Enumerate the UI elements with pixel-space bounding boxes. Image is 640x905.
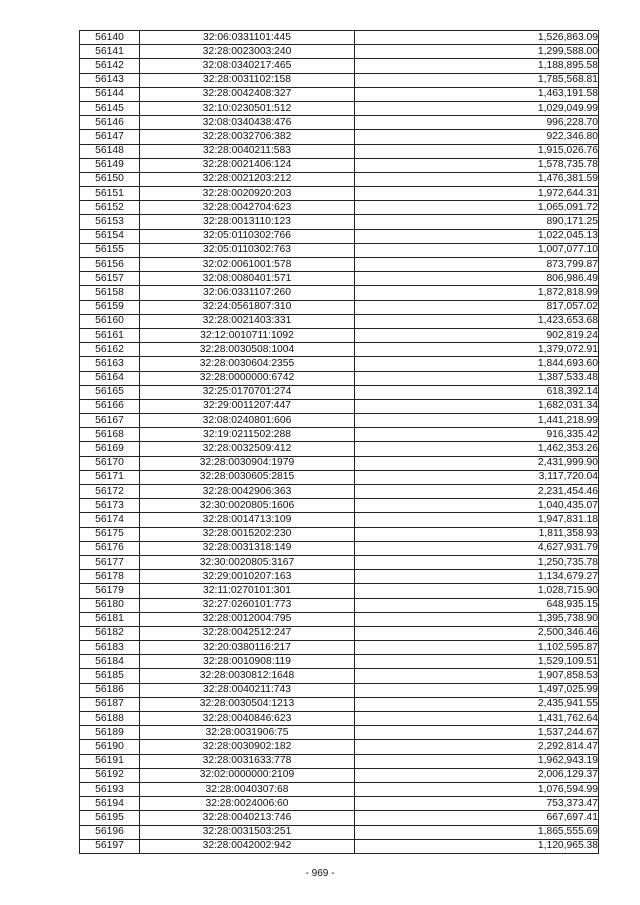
row-number: 56183 bbox=[80, 641, 140, 655]
table-row bbox=[80, 754, 599, 768]
row-number: 56176 bbox=[80, 541, 140, 555]
row-number: 56195 bbox=[80, 811, 140, 825]
amount-value: 806,986.49 bbox=[355, 272, 599, 286]
amount-value: 667,697.41 bbox=[355, 811, 599, 825]
row-number: 56173 bbox=[80, 499, 140, 513]
table-row bbox=[80, 839, 599, 853]
amount-value: 1,379,072.91 bbox=[355, 343, 599, 357]
row-number: 56188 bbox=[80, 712, 140, 726]
cadastral-number: 32:28:0042704:623 bbox=[140, 201, 355, 215]
amount-value: 2,006,129.37 bbox=[355, 768, 599, 782]
table-row bbox=[80, 172, 599, 186]
amount-value: 1,785,568.81 bbox=[355, 73, 599, 87]
row-number: 56178 bbox=[80, 570, 140, 584]
cadastral-number: 32:02:0000000:2109 bbox=[140, 768, 355, 782]
amount-value: 1,463,191.58 bbox=[355, 87, 599, 101]
cadastral-number: 32:08:0080401:571 bbox=[140, 272, 355, 286]
row-number: 56144 bbox=[80, 87, 140, 101]
table-row bbox=[80, 527, 599, 541]
amount-value: 1,134,679.27 bbox=[355, 570, 599, 584]
table-row bbox=[80, 201, 599, 215]
table-row bbox=[80, 442, 599, 456]
row-number: 56169 bbox=[80, 442, 140, 456]
row-number: 56162 bbox=[80, 343, 140, 357]
table-row bbox=[80, 258, 599, 272]
table-row bbox=[80, 811, 599, 825]
amount-value: 1,578,735.78 bbox=[355, 158, 599, 172]
amount-value: 1,387,533.48 bbox=[355, 371, 599, 385]
cadastral-number: 32:28:0042002:942 bbox=[140, 839, 355, 853]
amount-value: 1,029,049.99 bbox=[355, 101, 599, 115]
row-number: 56168 bbox=[80, 428, 140, 442]
amount-value: 4,627,931.79 bbox=[355, 541, 599, 555]
row-number: 56146 bbox=[80, 116, 140, 130]
row-number: 56196 bbox=[80, 825, 140, 839]
row-number: 56175 bbox=[80, 527, 140, 541]
table-row bbox=[80, 314, 599, 328]
row-number: 56182 bbox=[80, 626, 140, 640]
amount-value: 1,007,077.10 bbox=[355, 243, 599, 257]
table-row bbox=[80, 87, 599, 101]
row-number: 56141 bbox=[80, 45, 140, 59]
amount-value: 1,811,358.93 bbox=[355, 527, 599, 541]
row-number: 56150 bbox=[80, 172, 140, 186]
amount-value: 2,292,814.47 bbox=[355, 740, 599, 754]
amount-value: 1,102,595.87 bbox=[355, 641, 599, 655]
cadastral-number: 32:28:0030904:1979 bbox=[140, 456, 355, 470]
amount-value: 1,915,026.76 bbox=[355, 144, 599, 158]
amount-value: 873,799.87 bbox=[355, 258, 599, 272]
amount-value: 1,040,435.07 bbox=[355, 499, 599, 513]
cadastral-number: 32:28:0014713:109 bbox=[140, 513, 355, 527]
table-row bbox=[80, 371, 599, 385]
cadastral-number: 32:28:0030605:2815 bbox=[140, 470, 355, 484]
table-row bbox=[80, 215, 599, 229]
cadastral-number: 32:28:0010908:119 bbox=[140, 655, 355, 669]
cadastral-number: 32:28:0040846:623 bbox=[140, 712, 355, 726]
amount-value: 1,076,594.99 bbox=[355, 782, 599, 796]
cadastral-number: 32:28:0012004:795 bbox=[140, 612, 355, 626]
amount-value: 1,395,738.90 bbox=[355, 612, 599, 626]
page-number: - 969 - bbox=[305, 868, 335, 879]
row-number: 56147 bbox=[80, 130, 140, 144]
table-row bbox=[80, 357, 599, 371]
amount-value: 618,392.14 bbox=[355, 385, 599, 399]
row-number: 56143 bbox=[80, 73, 140, 87]
cadastral-number: 32:24:0561807:310 bbox=[140, 300, 355, 314]
amount-value: 1,844,693.60 bbox=[355, 357, 599, 371]
cadastral-number: 32:08:0340438:476 bbox=[140, 116, 355, 130]
cadastral-number: 32:28:0021406:124 bbox=[140, 158, 355, 172]
table-row bbox=[80, 328, 599, 342]
cadastral-number: 32:10:0230501:512 bbox=[140, 101, 355, 115]
table-row bbox=[80, 555, 599, 569]
amount-value: 2,231,454.46 bbox=[355, 485, 599, 499]
table-row bbox=[80, 513, 599, 527]
row-number: 56189 bbox=[80, 726, 140, 740]
cadastral-number: 32:11:0270101:301 bbox=[140, 584, 355, 598]
table-row bbox=[80, 655, 599, 669]
cadastral-number: 32:28:0024006:60 bbox=[140, 797, 355, 811]
amount-value: 1,120,965.38 bbox=[355, 839, 599, 853]
table-row bbox=[80, 485, 599, 499]
cadastral-number: 32:08:0340217:465 bbox=[140, 59, 355, 73]
amount-value: 1,476,381.59 bbox=[355, 172, 599, 186]
table-row bbox=[80, 31, 599, 45]
row-number: 56160 bbox=[80, 314, 140, 328]
row-number: 56193 bbox=[80, 782, 140, 796]
amount-value: 1,441,218.99 bbox=[355, 414, 599, 428]
amount-value: 1,907,858.53 bbox=[355, 669, 599, 683]
row-number: 56171 bbox=[80, 470, 140, 484]
cadastral-number: 32:28:0042906:363 bbox=[140, 485, 355, 499]
table-row bbox=[80, 59, 599, 73]
table-row bbox=[80, 286, 599, 300]
row-number: 56186 bbox=[80, 683, 140, 697]
row-number: 56191 bbox=[80, 754, 140, 768]
cadastral-number: 32:28:0031906:75 bbox=[140, 726, 355, 740]
row-number: 56179 bbox=[80, 584, 140, 598]
cadastral-number: 32:19:0211502:288 bbox=[140, 428, 355, 442]
cadastral-number: 32:28:0020920:203 bbox=[140, 187, 355, 201]
table-row bbox=[80, 641, 599, 655]
cadastral-number: 32:28:0031503:251 bbox=[140, 825, 355, 839]
amount-value: 916,335.42 bbox=[355, 428, 599, 442]
row-number: 56155 bbox=[80, 243, 140, 257]
amount-value: 922,346.80 bbox=[355, 130, 599, 144]
row-number: 56145 bbox=[80, 101, 140, 115]
table-row bbox=[80, 144, 599, 158]
table-row bbox=[80, 825, 599, 839]
table-row bbox=[80, 712, 599, 726]
amount-value: 996,228.70 bbox=[355, 116, 599, 130]
cadastral-number: 32:28:0040307:68 bbox=[140, 782, 355, 796]
row-number: 56152 bbox=[80, 201, 140, 215]
amount-value: 1,947,831.18 bbox=[355, 513, 599, 527]
cadastral-number: 32:28:0040211:583 bbox=[140, 144, 355, 158]
cadastral-number: 32:30:0020805:1606 bbox=[140, 499, 355, 513]
amount-value: 1,872,818.99 bbox=[355, 286, 599, 300]
cadastral-number: 32:28:0021403:331 bbox=[140, 314, 355, 328]
amount-value: 1,028,715.90 bbox=[355, 584, 599, 598]
amount-value: 1,962,943.19 bbox=[355, 754, 599, 768]
cadastral-number: 32:28:0040213:746 bbox=[140, 811, 355, 825]
table-row bbox=[80, 768, 599, 782]
cadastral-number: 32:28:0021203:212 bbox=[140, 172, 355, 186]
table-row bbox=[80, 740, 599, 754]
amount-value: 1,250,735.78 bbox=[355, 555, 599, 569]
table-row bbox=[80, 101, 599, 115]
cadastral-number: 32:28:0030604:2355 bbox=[140, 357, 355, 371]
table-row bbox=[80, 584, 599, 598]
row-number: 56161 bbox=[80, 328, 140, 342]
table-row bbox=[80, 669, 599, 683]
row-number: 56190 bbox=[80, 740, 140, 754]
cadastral-number: 32:28:0030504:1213 bbox=[140, 697, 355, 711]
row-number: 56165 bbox=[80, 385, 140, 399]
table-row bbox=[80, 626, 599, 640]
row-number: 56180 bbox=[80, 598, 140, 612]
cadastral-number: 32:12:0010711:1092 bbox=[140, 328, 355, 342]
table-row bbox=[80, 343, 599, 357]
row-number: 56177 bbox=[80, 555, 140, 569]
table-row bbox=[80, 428, 599, 442]
row-number: 56154 bbox=[80, 229, 140, 243]
amount-value: 2,431,999.90 bbox=[355, 456, 599, 470]
row-number: 56164 bbox=[80, 371, 140, 385]
cadastral-number: 32:06:0331107:260 bbox=[140, 286, 355, 300]
amount-value: 1,423,653.68 bbox=[355, 314, 599, 328]
row-number: 56156 bbox=[80, 258, 140, 272]
amount-value: 1,865,555.69 bbox=[355, 825, 599, 839]
cadastral-number: 32:05:0110302:766 bbox=[140, 229, 355, 243]
cadastral-number: 32:28:0030508:1004 bbox=[140, 343, 355, 357]
cadastral-number: 32:28:0015202:230 bbox=[140, 527, 355, 541]
cadastral-number: 32:28:0023003:240 bbox=[140, 45, 355, 59]
cadastral-number: 32:28:0042512:247 bbox=[140, 626, 355, 640]
cadastral-number: 32:28:0030902:182 bbox=[140, 740, 355, 754]
amount-value: 1,188,895.58 bbox=[355, 59, 599, 73]
row-number: 56184 bbox=[80, 655, 140, 669]
table-row bbox=[80, 229, 599, 243]
table-row bbox=[80, 683, 599, 697]
cadastral-number: 32:28:0000000:6742 bbox=[140, 371, 355, 385]
amount-value: 1,462,353.26 bbox=[355, 442, 599, 456]
amount-value: 1,537,244.67 bbox=[355, 726, 599, 740]
table-row bbox=[80, 414, 599, 428]
table-row bbox=[80, 272, 599, 286]
cadastral-number: 32:20:0380116:217 bbox=[140, 641, 355, 655]
table-row bbox=[80, 399, 599, 413]
amount-value: 2,500,346.46 bbox=[355, 626, 599, 640]
table-row bbox=[80, 499, 599, 513]
amount-value: 1,431,762.64 bbox=[355, 712, 599, 726]
cadastral-number: 32:28:0031318:149 bbox=[140, 541, 355, 555]
amount-value: 1,526,863.09 bbox=[355, 31, 599, 45]
cadastral-number: 32:25:0170701:274 bbox=[140, 385, 355, 399]
row-number: 56174 bbox=[80, 513, 140, 527]
row-number: 56140 bbox=[80, 31, 140, 45]
cadastral-number: 32:28:0031102:158 bbox=[140, 73, 355, 87]
table-row bbox=[80, 116, 599, 130]
amount-value: 1,299,588.00 bbox=[355, 45, 599, 59]
table-row bbox=[80, 541, 599, 555]
cadastral-number: 32:30:0020805:3167 bbox=[140, 555, 355, 569]
table-row bbox=[80, 456, 599, 470]
amount-value: 1,682,031.34 bbox=[355, 399, 599, 413]
row-number: 56197 bbox=[80, 839, 140, 853]
row-number: 56142 bbox=[80, 59, 140, 73]
amount-value: 1,529,109.51 bbox=[355, 655, 599, 669]
row-number: 56166 bbox=[80, 399, 140, 413]
cadastral-number: 32:28:0031633:778 bbox=[140, 754, 355, 768]
table-row bbox=[80, 45, 599, 59]
table-row bbox=[80, 612, 599, 626]
amount-value: 1,972,644.31 bbox=[355, 187, 599, 201]
cadastral-number: 32:28:0030812:1648 bbox=[140, 669, 355, 683]
amount-value: 753,373.47 bbox=[355, 797, 599, 811]
amount-value: 890,171.25 bbox=[355, 215, 599, 229]
table-row bbox=[80, 130, 599, 144]
row-number: 56159 bbox=[80, 300, 140, 314]
row-number: 56148 bbox=[80, 144, 140, 158]
cadastral-table bbox=[79, 30, 599, 854]
table-row bbox=[80, 470, 599, 484]
table-row bbox=[80, 782, 599, 796]
table-row bbox=[80, 598, 599, 612]
amount-value: 902,819.24 bbox=[355, 328, 599, 342]
row-number: 56192 bbox=[80, 768, 140, 782]
table-row bbox=[80, 726, 599, 740]
table-row bbox=[80, 158, 599, 172]
cadastral-number: 32:28:0032509:412 bbox=[140, 442, 355, 456]
table-row bbox=[80, 300, 599, 314]
table-body bbox=[80, 31, 599, 854]
cadastral-number: 32:28:0032706:382 bbox=[140, 130, 355, 144]
cadastral-number: 32:29:0010207:163 bbox=[140, 570, 355, 584]
amount-value: 817,057.02 bbox=[355, 300, 599, 314]
row-number: 56158 bbox=[80, 286, 140, 300]
cadastral-number: 32:28:0042408:327 bbox=[140, 87, 355, 101]
row-number: 56163 bbox=[80, 357, 140, 371]
cadastral-number: 32:29:0011207:447 bbox=[140, 399, 355, 413]
row-number: 56185 bbox=[80, 669, 140, 683]
row-number: 56167 bbox=[80, 414, 140, 428]
table-row bbox=[80, 243, 599, 257]
row-number: 56151 bbox=[80, 187, 140, 201]
table-row bbox=[80, 697, 599, 711]
amount-value: 1,022,045.13 bbox=[355, 229, 599, 243]
cadastral-number: 32:08:0240801:606 bbox=[140, 414, 355, 428]
table-row bbox=[80, 797, 599, 811]
cadastral-number: 32:06:0331101:445 bbox=[140, 31, 355, 45]
table-row bbox=[80, 187, 599, 201]
cadastral-number: 32:28:0040211:743 bbox=[140, 683, 355, 697]
amount-value: 2,435,941.55 bbox=[355, 697, 599, 711]
row-number: 56172 bbox=[80, 485, 140, 499]
row-number: 56153 bbox=[80, 215, 140, 229]
row-number: 56149 bbox=[80, 158, 140, 172]
table-row bbox=[80, 73, 599, 87]
row-number: 56194 bbox=[80, 797, 140, 811]
table-row bbox=[80, 570, 599, 584]
amount-value: 648,935.15 bbox=[355, 598, 599, 612]
row-number: 56181 bbox=[80, 612, 140, 626]
cadastral-number: 32:27:0260101:773 bbox=[140, 598, 355, 612]
cadastral-number: 32:28:0013110:123 bbox=[140, 215, 355, 229]
amount-value: 3,117,720.04 bbox=[355, 470, 599, 484]
cadastral-number: 32:05:0110302:763 bbox=[140, 243, 355, 257]
table-row bbox=[80, 385, 599, 399]
row-number: 56170 bbox=[80, 456, 140, 470]
amount-value: 1,497,025.99 bbox=[355, 683, 599, 697]
row-number: 56187 bbox=[80, 697, 140, 711]
row-number: 56157 bbox=[80, 272, 140, 286]
amount-value: 1,065,091.72 bbox=[355, 201, 599, 215]
cadastral-number: 32:02:0061001:578 bbox=[140, 258, 355, 272]
